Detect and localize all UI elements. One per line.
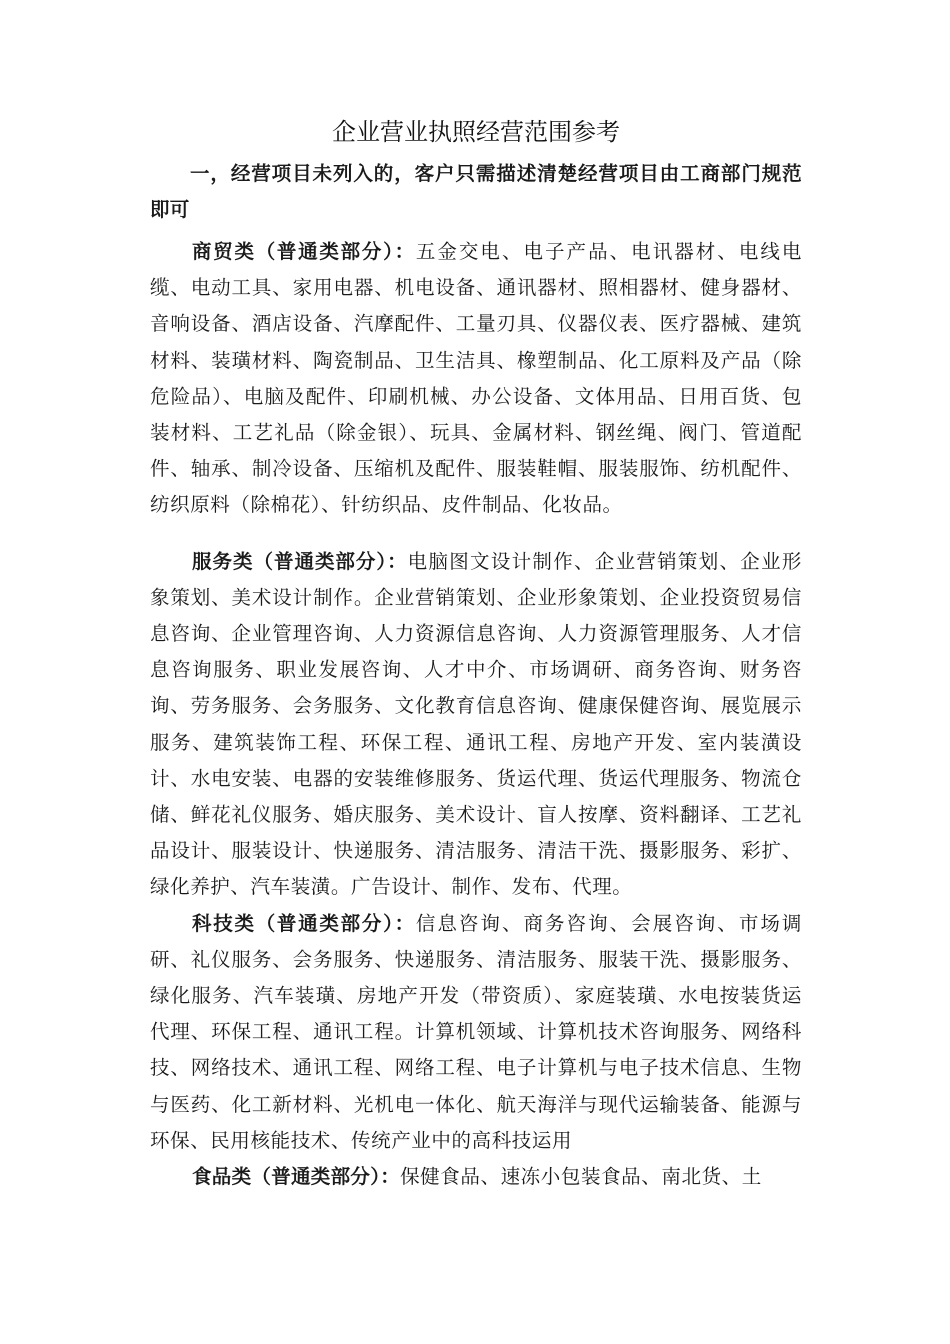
paragraph-text: 保健食品、速冻小包装食品、南北货、土 (400, 1165, 762, 1189)
paragraph-text: 电脑图文设计制作、企业营销策划、企业形象策划、美术设计制作。企业营销策划、企业形象策划、企业投资贸易信息咨询、企业管理咨询、人力资源信息咨询、人力资源管理服务、人才信息咨询服务、职业发展咨询、人才中介、市场调研、商务咨询、财务咨询、劳务服务、会务服务、文化教育信息咨询、健康保健咨询、展览展示服务、建筑装饰工程、环保工程、通讯工程、房地产开发、室内装潢设计、水电安装、电器的安装维修服务、货运代理、货运代理服务、物流仓储、鲜花礼仪服务、婚庆服务、美术设计、盲人按摩、资料翻译、工艺礼品设计、服装设计、快递服务、清洁服务、清洁干洗、摄影服务、彩扩、绿化养护、汽车装潢。广告设计、制作、发布、代理。 (150, 549, 802, 899)
paragraph-label: 科技类（普通类部分）： (192, 911, 416, 935)
paragraph-label: 服务类（普通类部分）： (192, 549, 408, 573)
section-heading: 一，经营项目未列入的，客户只需描述清楚经营项目由工商部门规范即可 (150, 162, 802, 221)
paragraph-text: 五金交电、电子产品、电讯器材、电线电缆、电动工具、家用电器、机电设备、通讯器材、照相器材、健身器材、音响设备、酒店设备、汽摩配件、工量刃具、仪器仪表、医疗器械、建筑材料、装璜材料、陶瓷制品、卫生洁具、橡塑制品、化工原料及产品（除危险品）、电脑及配件、印刷机械、办公设备、文体用品、日用百货、包装材料、工艺礼品（除金银）、玩具、金属材料、钢丝绳、阀门、管道配件、轴承、制冷设备、压缩机及配件、服装鞋帽、服装服饰、纺机配件、纺织原料（除棉花）、针纺织品、皮件制品、化妆品。 (150, 240, 802, 517)
paragraph-text: 信息咨询、商务咨询、会展咨询、市场调研、礼仪服务、会务服务、快递服务、清洁服务、服装干洗、摄影服务、绿化服务、汽车装璜、房地产开发（带资质）、家庭装璜、水电按装货运代理、环保工程、通讯工程。计算机领域、计算机技术咨询服务、网络科技、网络技术、通讯工程、网络工程、电子计算机与电子技术信息、生物与医药、化工新材料、光机电一体化、航天海洋与现代运输装备、能源与环保、民用核能技术、传统产业中的高科技运用 (150, 911, 802, 1152)
document-page (150, 112, 802, 1195)
paragraph-label: 食品类（普通类部分）： (192, 1165, 401, 1189)
paragraph-service (150, 544, 802, 906)
paragraph-label: 商贸类（普通类部分）： (192, 240, 416, 263)
paragraph-gap (150, 524, 802, 544)
document-title: 企业营业执照经营范围参考 (332, 118, 620, 146)
paragraph-food (150, 1159, 802, 1195)
paragraph-technology (150, 906, 802, 1159)
paragraph-commerce (150, 234, 802, 524)
